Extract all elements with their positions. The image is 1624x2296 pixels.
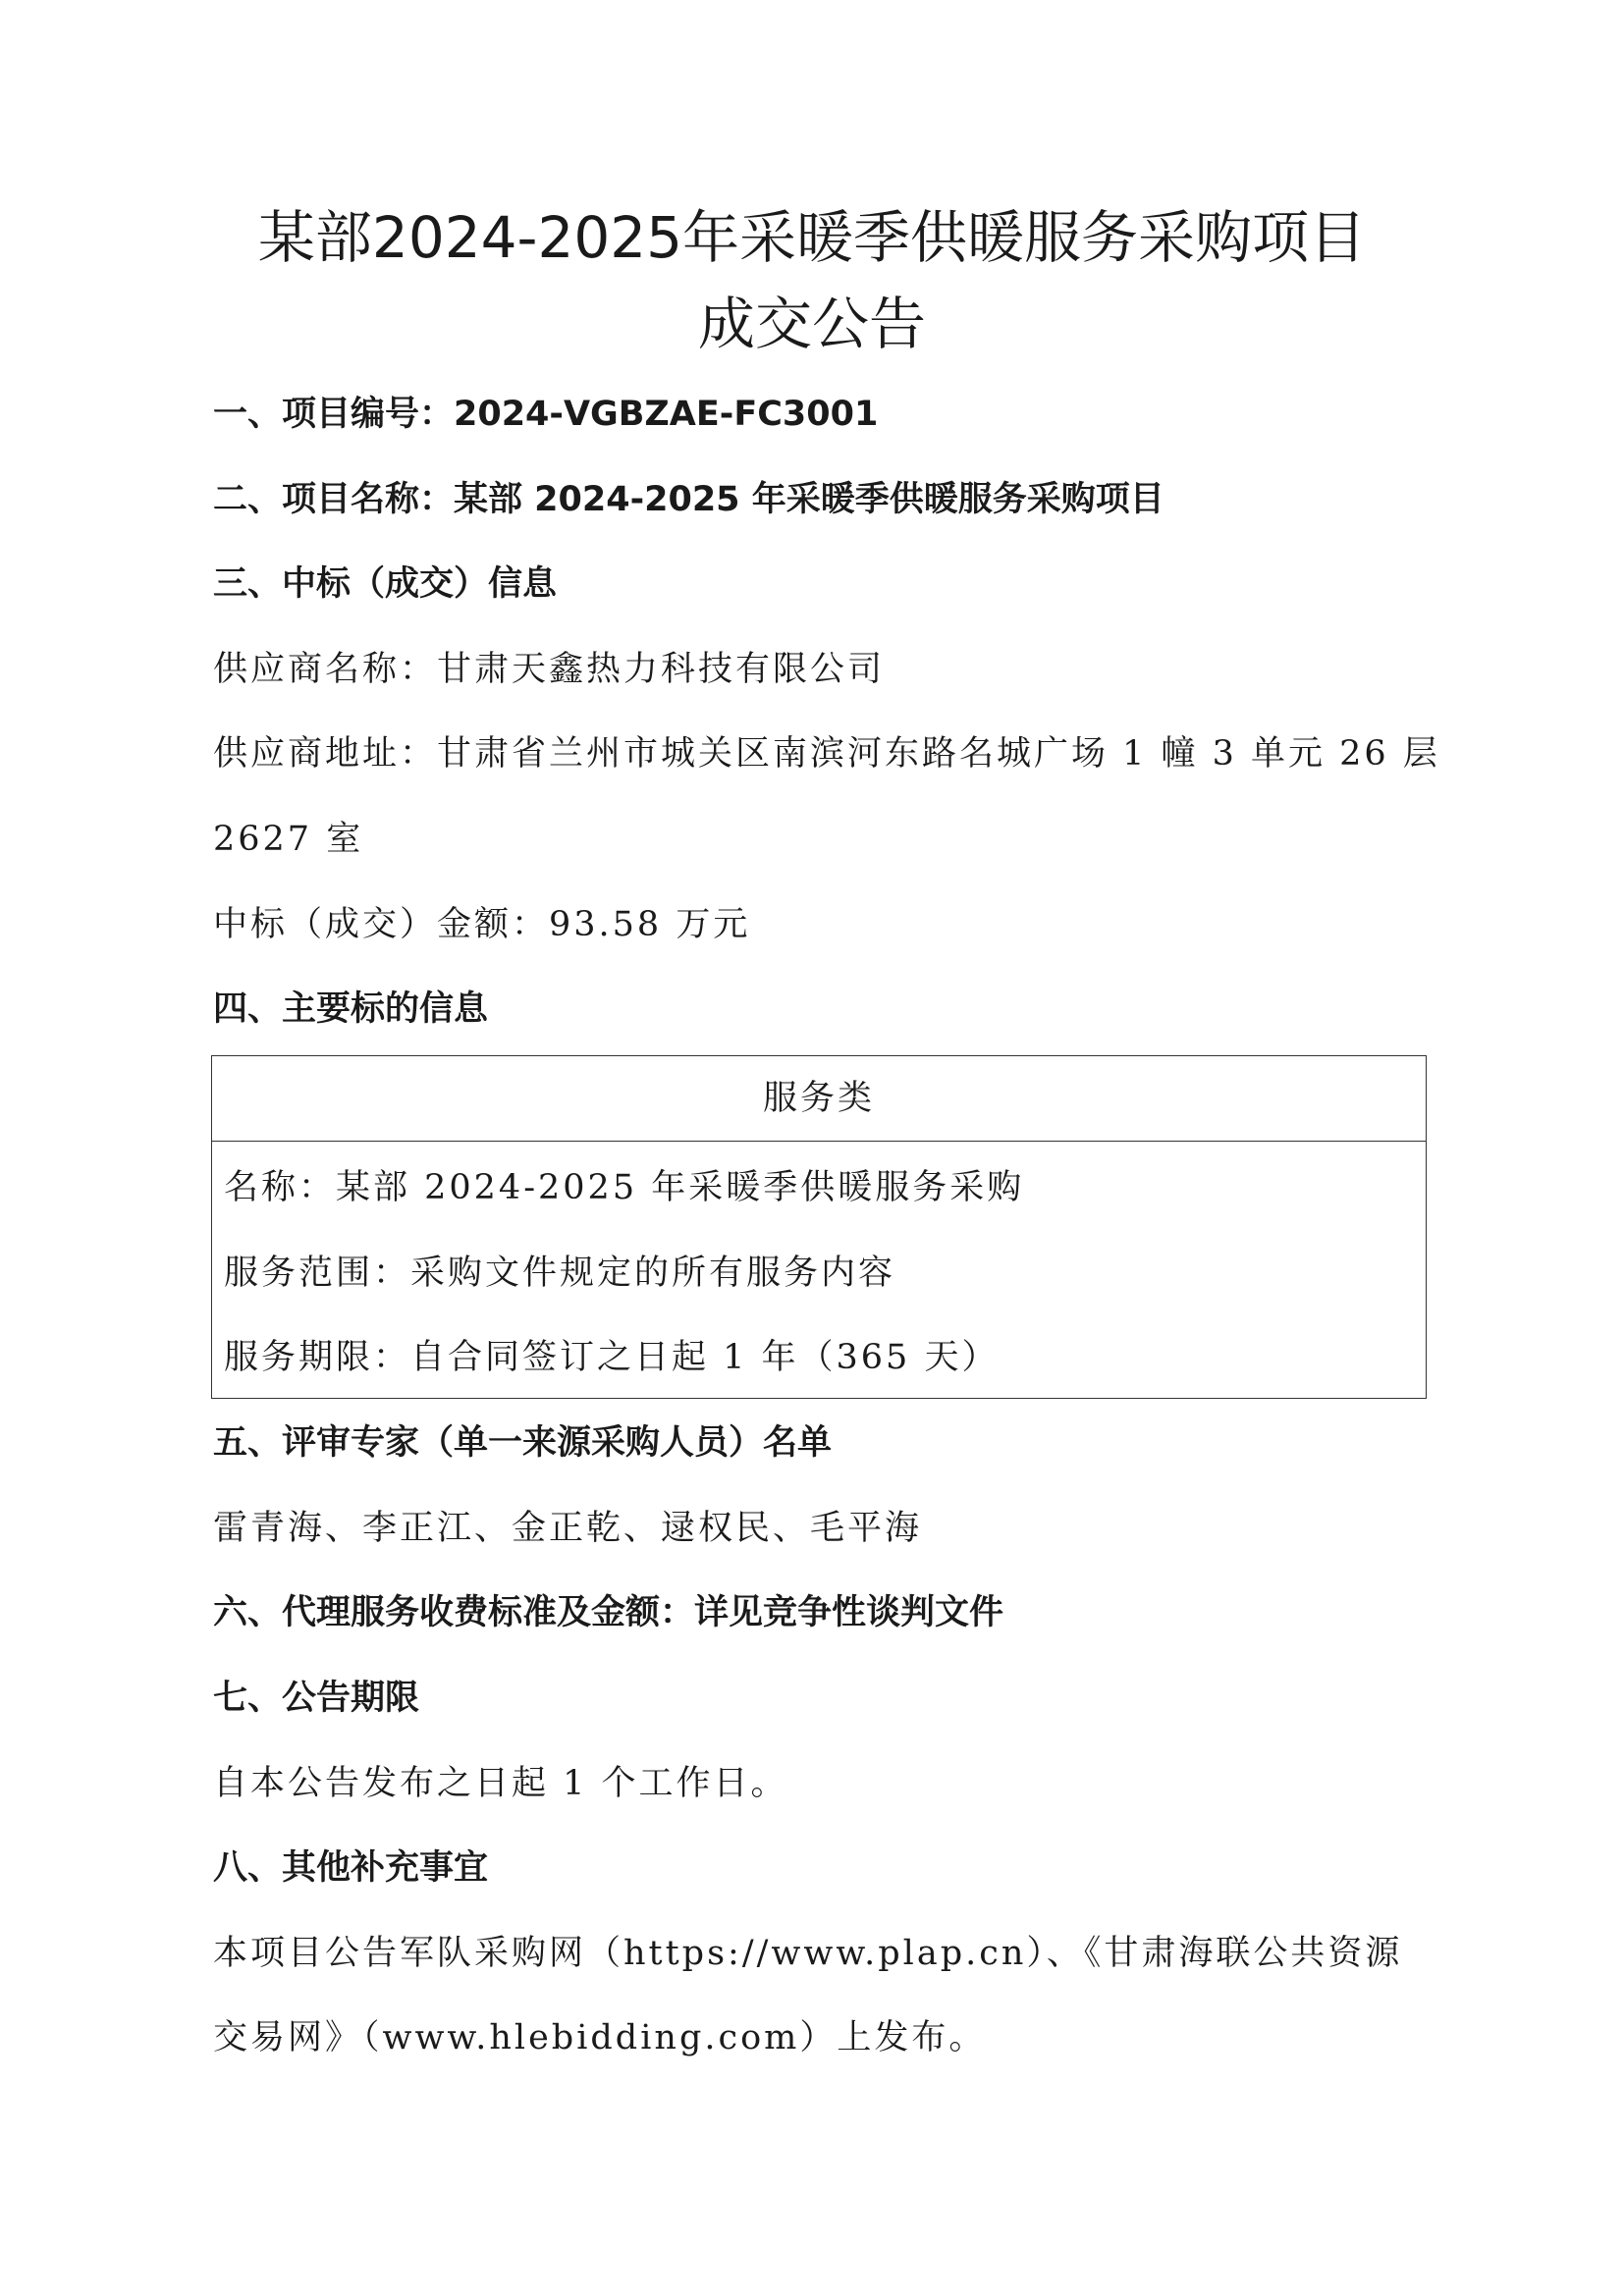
document-title: 某部2024-2025年采暖季供暖服务采购项目: [257, 204, 1367, 271]
supplier-address-continued: 2627 室: [213, 820, 364, 859]
supplier-name: 供应商名称：甘肃天鑫热力科技有限公司: [213, 650, 886, 689]
subject-info-heading: 四、主要标的信息: [213, 989, 489, 1029]
other-matters-heading: 八、其他补充事宜: [213, 1848, 489, 1888]
bid-amount: 中标（成交）金额：93.58 万元: [213, 905, 751, 944]
notice-period-text: 自本公告发布之日起 1 个工作日。: [213, 1764, 788, 1803]
project-name-heading: 二、项目名称：某部 2024-2025 年采暖季供暖服务采购项目: [213, 480, 1164, 519]
supplier-address: 供应商地址：甘肃省兰州市城关区南滨河东路名城广场 1 幢 3 单元 26 层: [213, 734, 1440, 774]
project-number-heading: 一、项目编号：2024-VGBZAE-FC3001: [213, 395, 879, 434]
review-experts-list: 雷青海、李正江、金正乾、逯权民、毛平海: [213, 1509, 923, 1548]
publication-info: 本项目公告军队采购网（https://www.plap.cn）、《甘肃海联公共资源: [213, 1934, 1403, 1973]
table-row-name: 名称：某部 2024-2025 年采暖季供暖服务采购: [224, 1168, 1025, 1207]
document-subtitle: 成交公告: [697, 291, 926, 357]
publication-info-continued: 交易网》（www.hlebidding.com）上发布。: [213, 2018, 987, 2057]
agency-fee-heading: 六、代理服务收费标准及金额：详见竞争性谈判文件: [213, 1593, 1004, 1632]
notice-period-heading: 七、公告期限: [213, 1679, 420, 1718]
review-experts-heading: 五、评审专家（单一来源采购人员）名单: [213, 1423, 833, 1463]
table-row-period: 服务期限：自合同签订之日起 1 年（365 天）: [224, 1338, 1000, 1377]
subject-info-table: [211, 1055, 1427, 1399]
table-header: 服务类: [212, 1056, 1426, 1142]
winning-bid-heading: 三、中标（成交）信息: [213, 564, 558, 604]
table-row-scope: 服务范围：采购文件规定的所有服务内容: [224, 1254, 896, 1293]
